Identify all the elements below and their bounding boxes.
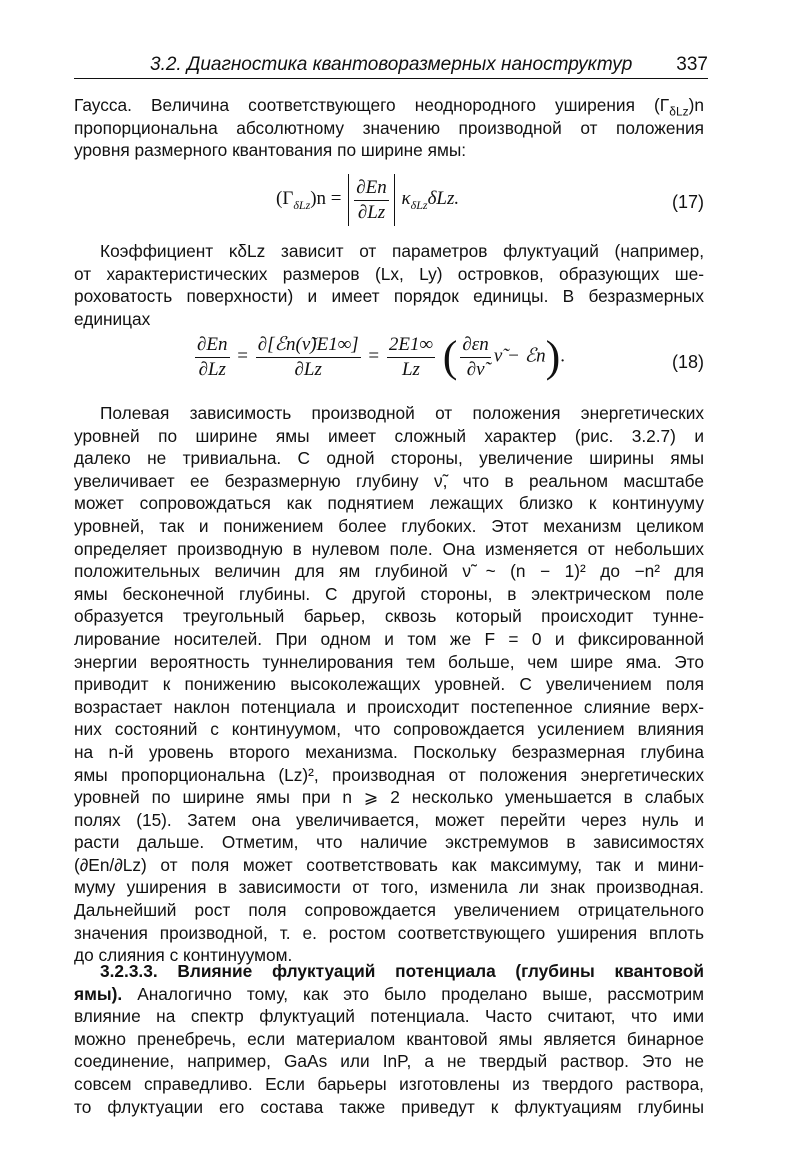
eq17-fraction: $\frac{\partial En}{\partial Lz}$ bbox=[356, 176, 387, 223]
text-line: уровней по ширине ямы имеет сложный характер (рис. 3.2.7) и bbox=[74, 425, 704, 446]
text-line: ямы бесконечной глубины. С другой стороны, в электрическом поле bbox=[74, 583, 704, 604]
text-line: уровней по ширине ямы при n ⩾ 2 несколько уменьшается в слабых bbox=[74, 787, 704, 808]
eq18-frac-3: $\frac{2E1\infty}{Lz}$ bbox=[388, 333, 434, 380]
text-line: влияние на спектр флуктуаций потенциала. Часто считают, что ими bbox=[74, 1006, 704, 1027]
text-line: значения производной, т. е. ростом соответствующего уширения вплоть bbox=[74, 922, 704, 943]
text-line: ямы пропорциональна (Lz)², производная от положения энергетических bbox=[74, 764, 704, 785]
text-line: от характеристических размеров (Lx, Ly) островков, образующих ше- bbox=[74, 263, 704, 284]
eq18-frac-4: $\frac{\partial\varepsilon n}{\partial\nũ}$ bbox=[462, 333, 489, 380]
paragraph-3 bbox=[74, 402, 704, 967]
text-line: увеличивает ее безразмерную глубину ν̃, что в реальном масштабе bbox=[74, 470, 704, 491]
text-line: единицах bbox=[74, 308, 151, 329]
text-line: энергии вероятность туннелирования тем больше, чем шире яма. Это bbox=[74, 651, 704, 672]
text-line: расти дальше. Отметим, что наличие экстремумов в зависимостях bbox=[74, 832, 704, 853]
text-line: то флуктуации его состава также приведут к флуктуациям глубины bbox=[74, 1096, 704, 1117]
equation-17 bbox=[276, 174, 459, 226]
eq18-equals-1: = bbox=[237, 345, 248, 367]
text-line: можно пренебречь, если материалом квантовой ямы является бинарное bbox=[74, 1028, 704, 1049]
eq18-frac-1: $\frac{\partial En}{\partial Lz}$ bbox=[197, 333, 228, 380]
equation-number-17: (17) bbox=[671, 192, 704, 212]
text-line: роховатость поверхности) и имеет порядок единицы. В безразмерных bbox=[74, 286, 704, 307]
text-line: (∂En/∂Lz) от поля может соответствовать как максимуму, так и мини- bbox=[74, 854, 704, 875]
header-title: 3.2. Диагностика квантоворазмерных наноструктур bbox=[150, 54, 633, 75]
abs-bar-right bbox=[394, 174, 395, 226]
equation-number-18: (18) bbox=[671, 352, 704, 372]
eq18-equals-2: = bbox=[368, 345, 380, 367]
section-heading: 3.2.3.3. Влияние флуктуаций потенциала (глубины квантовой bbox=[100, 961, 704, 981]
text-line: на n-й уровень второго механизма. Поскольку безразмерная глубина bbox=[74, 741, 704, 762]
text-line: определяет производную в нулевом поле. Она изменяется от небольших bbox=[74, 538, 704, 559]
text-line: далеко не тривиальна. С одной стороны, увеличение ширины ямы bbox=[74, 448, 704, 469]
page-number: 337 bbox=[676, 54, 708, 75]
text-line: уровня размерного квантования по ширине ямы: bbox=[74, 140, 467, 161]
text-line: Коэффициент κδLz зависит от параметров флуктуаций (например, bbox=[100, 241, 704, 261]
text-line: Дальнейший рост поля сопровождается увеличением отрицательного bbox=[74, 900, 704, 921]
running-header bbox=[74, 48, 708, 79]
text-line: пропорциональна абсолютному значению производной от положения bbox=[74, 117, 704, 138]
text-line: ямы). Аналогично тому, как это было проделано выше, рассмотрим bbox=[74, 983, 704, 1004]
text-line: полях (15). Затем она увеличивается, может перейти через нуль и bbox=[74, 809, 704, 830]
text-line: образуется треугольный барьер, сквозь который происходит тунне- bbox=[74, 606, 704, 627]
eq18-frac-2: $\frac{\text{∂[ℰn(ν̃)E1∞]}}{\partial Lz}$ bbox=[257, 333, 359, 380]
text-line: Полевая зависимость производной от положения энергетических bbox=[100, 403, 704, 423]
section-3-2-3-3 bbox=[74, 960, 704, 1118]
paren-left: ( bbox=[442, 332, 458, 381]
abs-bar-left bbox=[348, 174, 349, 226]
equation-18: $\frac{\partial En}{\partial Lz}$ = $\frac{\text{∂[ℰn(ν̃)E1∞]}}{\partial Lz}$ = $\frac{2E1\infty}{Lz}$ ( $\frac{\partial\varepsilon n}{\partial\nũ}$ ν̃ − ℰn). bbox=[197, 332, 565, 381]
paragraph-1 bbox=[74, 94, 704, 162]
text-line: до слияния с континуумом. bbox=[74, 945, 293, 966]
text-line: них состояний с континуумом, что сопровождается усилением влияния bbox=[74, 719, 704, 740]
text-line: Гаусса. Величина соответствующего неоднородного уширения $(\Gamma_{\delta Lz})n$ bbox=[74, 95, 704, 119]
paren-right: ) bbox=[545, 332, 561, 381]
text-line bbox=[74, 960, 704, 983]
text-line: муму уширения в зависимости от того, изменила ли знак производная. bbox=[74, 877, 704, 898]
text-line: положительных величин для ям глубиной ν̃ ~ (n − 1)² до −n² для bbox=[74, 561, 704, 582]
text-line: лирование носителей. При одном и том же F = 0 и фиксированной bbox=[74, 628, 704, 649]
eq17-lhs: $(\Gamma_{\delta Lz})n$ = bbox=[276, 188, 342, 213]
text-line: соединение, например, GaAs или InP, а не твердый раствор. Это не bbox=[74, 1051, 704, 1072]
text-line: совсем справедливо. Если барьеры изготовлены из твердого раствора, bbox=[74, 1073, 704, 1094]
text-line: уровней, так и понижением более глубоких. Этот механизм целиком bbox=[74, 515, 704, 536]
text-line: приводит к понижению высоколежащих уровней. С увеличением поля bbox=[74, 674, 704, 695]
eq17-rhs: $\kappa_{\delta Lz}\delta Lz$. bbox=[401, 188, 460, 213]
text-line: возрастает наклон потенциала и происходит постепенное слияние верх- bbox=[74, 696, 704, 717]
eq18-tail: ν̃ − ℰn bbox=[493, 345, 546, 367]
paragraph-2 bbox=[74, 240, 704, 330]
text-line: может сопровождаться как поднятием лежащих близко к континууму bbox=[74, 493, 704, 514]
